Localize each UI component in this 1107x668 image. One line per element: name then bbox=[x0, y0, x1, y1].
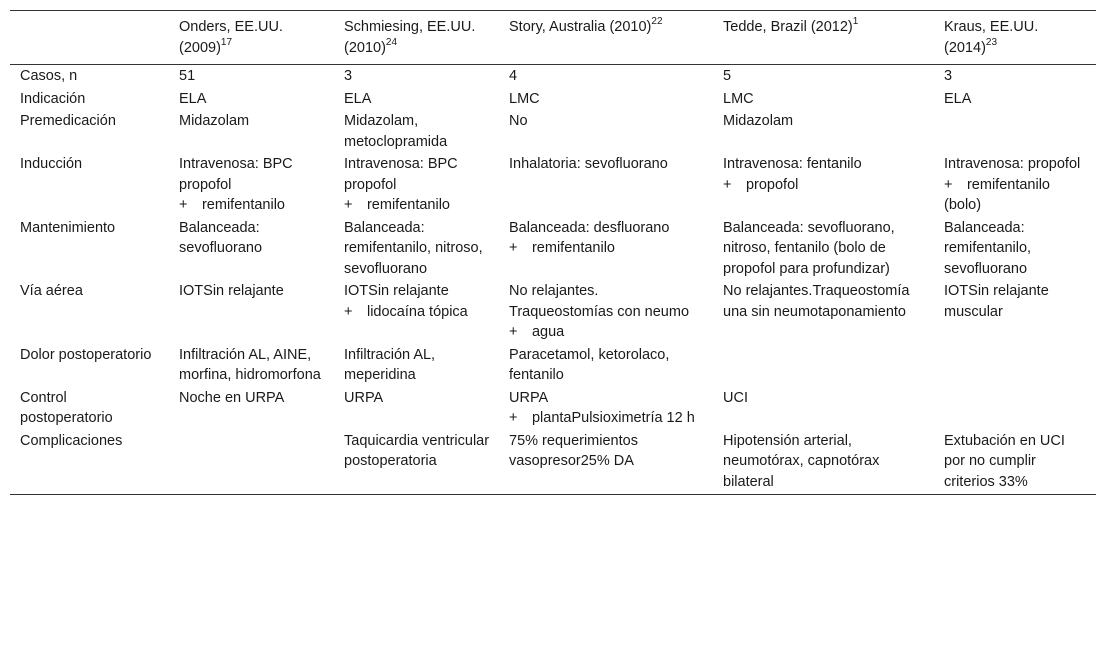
table-row bbox=[10, 344, 1096, 387]
header-cell-study bbox=[934, 11, 1096, 65]
table-cell: LMC bbox=[723, 90, 754, 107]
table-cell: 51 bbox=[179, 68, 196, 84]
table-cell bbox=[934, 110, 1096, 153]
header-text: Story, Australia (2010) bbox=[509, 19, 652, 35]
table-cell: Balanceada: remifentanilo, nitroso, sevofluorano bbox=[344, 219, 483, 277]
header-cell-study bbox=[713, 11, 934, 65]
table-cell bbox=[934, 387, 1096, 430]
table-cell: ELA bbox=[344, 90, 372, 107]
header-row bbox=[10, 11, 1096, 65]
table-cell: Hipotensión arterial, neumotórax, capnotórax bilateral bbox=[723, 432, 880, 490]
reference-superscript: 22 bbox=[651, 16, 663, 28]
row-label: Premedicación bbox=[20, 113, 116, 129]
table-cell: Paracetamol, ketorolaco, fentanilo bbox=[509, 346, 670, 383]
reference-superscript: 1 bbox=[852, 16, 859, 28]
table-cell: Balanceada: desfluorano + remifentanilo bbox=[509, 219, 670, 256]
table-cell: Balanceada: sevofluorano, nitroso, fentanilo (bolo de propofol para profundizar) bbox=[723, 219, 895, 277]
header-text: Onders, EE.UU. (2009) bbox=[179, 19, 283, 56]
table-cell: Infiltración AL, AINE, morfina, hidromorfona bbox=[179, 346, 321, 383]
row-label: Casos, n bbox=[20, 68, 78, 84]
header-cell-study bbox=[169, 11, 334, 65]
table-cell: UCI bbox=[723, 389, 748, 406]
table-row bbox=[10, 65, 1096, 88]
header-cell-empty bbox=[10, 11, 169, 65]
table-cell: 3 bbox=[944, 68, 953, 84]
table-row bbox=[10, 153, 1096, 217]
table-row bbox=[10, 280, 1096, 344]
row-label: Complicaciones bbox=[20, 432, 123, 449]
row-label: Dolor postoperatorio bbox=[20, 346, 152, 363]
table-cell: URPA + plantaPulsioximetría 12 h bbox=[509, 389, 695, 426]
table-cell: 75% requerimientos vasopresor25% DA bbox=[509, 432, 638, 469]
table-cell: Inhalatoria: sevofluorano bbox=[509, 156, 668, 172]
table-cell: No relajantes.Traqueostomía una sin neumotaponamiento bbox=[723, 283, 910, 320]
reference-superscript: 17 bbox=[220, 36, 233, 48]
reference-superscript: 23 bbox=[985, 36, 998, 48]
table-cell: Balanceada: sevofluorano bbox=[179, 219, 263, 256]
row-label: Vía aérea bbox=[20, 283, 83, 299]
table-cell: Midazolam bbox=[723, 113, 794, 129]
table-body bbox=[10, 65, 1096, 495]
table-cell: No relajantes. Traqueostomías con neumo + agua bbox=[509, 283, 690, 340]
row-label: Mantenimiento bbox=[20, 219, 116, 236]
header-text: Tedde, Brazil (2012) bbox=[723, 19, 853, 35]
row-label: Indicación bbox=[20, 90, 86, 107]
table-cell: Intravenosa: propofol + remifentanilo (bolo) bbox=[944, 156, 1081, 213]
table-cell: Noche en URPA bbox=[179, 389, 285, 406]
table-header bbox=[10, 11, 1096, 65]
table-row bbox=[10, 88, 1096, 111]
table-row bbox=[10, 387, 1096, 430]
header-cell-study bbox=[334, 11, 499, 65]
table-cell: IOTSin relajante + lidocaína tópica bbox=[344, 283, 468, 320]
table-cell: Midazolam bbox=[179, 113, 250, 129]
table-row bbox=[10, 110, 1096, 153]
table-cell: ELA bbox=[944, 90, 972, 107]
reference-superscript: 24 bbox=[385, 36, 398, 48]
table-cell: IOTSin relajante muscular bbox=[944, 283, 1049, 320]
table-cell: IOTSin relajante bbox=[179, 283, 284, 299]
table-cell: Extubación en UCI por no cumplir criterios 33% bbox=[944, 432, 1065, 490]
table-cell: 4 bbox=[509, 68, 518, 84]
header-cell-study bbox=[499, 11, 713, 65]
header-text: Schmiesing, EE.UU. (2010) bbox=[344, 19, 476, 56]
table-cell: Infiltración AL, meperidina bbox=[344, 346, 436, 383]
table-cell bbox=[169, 430, 334, 495]
table-cell: Taquicardia ventricular postoperatoria bbox=[344, 432, 490, 469]
table-cell bbox=[713, 344, 934, 387]
table-cell: Midazolam, metoclopramida bbox=[344, 113, 448, 150]
comparison-table bbox=[10, 10, 1096, 495]
table-cell: Intravenosa: fentanilo + propofol bbox=[723, 156, 862, 193]
row-label: Inducción bbox=[20, 156, 83, 172]
table-cell: Intravenosa: BPC propofol + remifentanilo bbox=[179, 156, 293, 213]
table-cell: ELA bbox=[179, 90, 207, 107]
table-cell: Balanceada: remifentanilo, sevofluorano bbox=[944, 219, 1032, 277]
table-container bbox=[10, 10, 1096, 495]
row-label: Control postoperatorio bbox=[20, 389, 113, 426]
table-cell: No bbox=[509, 113, 528, 129]
table-row bbox=[10, 430, 1096, 495]
table-cell: 5 bbox=[723, 68, 732, 84]
table-cell: 3 bbox=[344, 68, 353, 84]
table-cell bbox=[934, 344, 1096, 387]
table-cell: Intravenosa: BPC propofol + remifentanilo bbox=[344, 156, 458, 213]
header-text: Kraus, EE.UU. (2014) bbox=[944, 19, 1039, 56]
table-cell: URPA bbox=[344, 389, 384, 406]
table-row bbox=[10, 217, 1096, 281]
table-cell: LMC bbox=[509, 90, 540, 107]
